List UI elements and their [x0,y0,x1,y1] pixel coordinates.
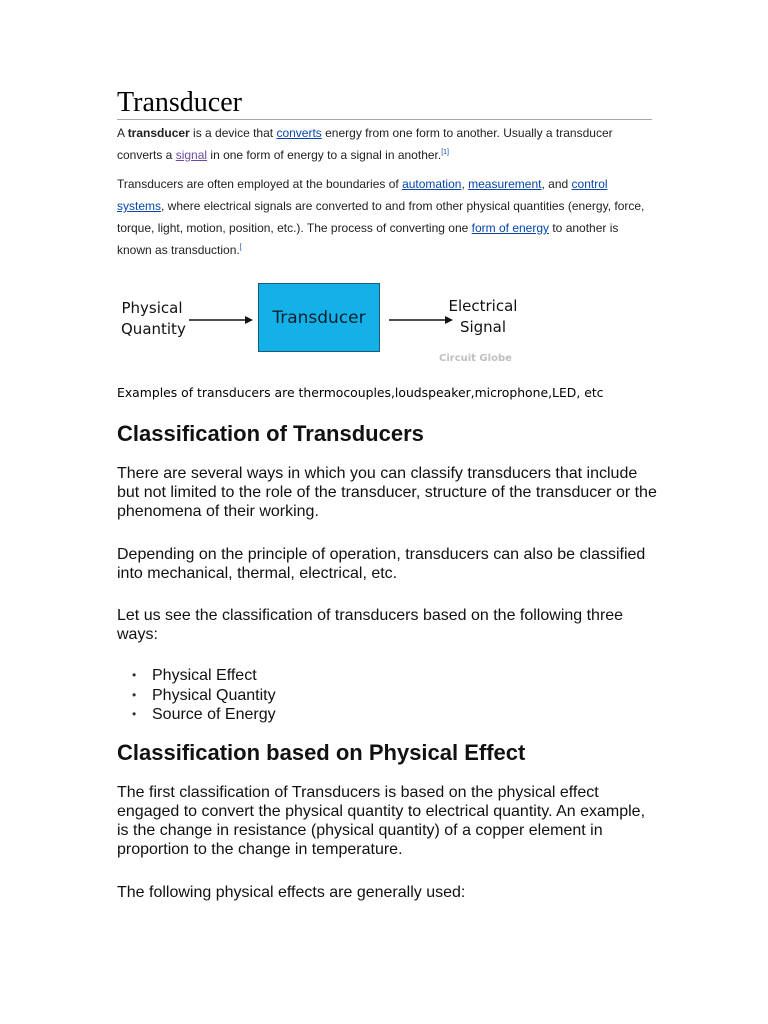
transducer-diagram [117,280,537,375]
page-title: Transducer [117,87,242,118]
physical-effect-paragraph-2: The following physical effects are generally used: [117,884,466,901]
heading-classification: Classification of Transducers [117,421,424,446]
intro-paragraph-2 [117,173,652,261]
classification-paragraph-3: Let us see the classification of transducers based on the following three ways: [117,607,624,643]
list-item: • Physical Quantity [152,686,276,706]
diagram-input-label: Physical Quantity [121,299,186,338]
diagram-credit: Circuit Globe [439,353,512,364]
diagram-output-label: Electrical Signal [448,297,518,336]
text: to another is known as transduction. [117,221,619,257]
bold-term: transducer [127,126,190,140]
examples-text: Examples of transducers are thermocouples,loudspeaker,microphone,LED, etc [117,385,604,400]
reference-link[interactable]: [ [239,244,242,251]
classification-paragraph-2: Depending on the principle of operation, transducers can also be classified into mechanical, thermal, electrical, etc. [117,546,646,582]
physical-effect-paragraph-1: The first classification of Transducers is based on the physical effect engaged to convert the physical quantity to electrical quantity. An example, is the change in resistance (physical quantity) of a copper element in proportion to the change in temperature. [117,784,646,858]
reference-link[interactable]: [1] [441,149,450,156]
link-control-systems[interactable]: control systems [117,177,608,213]
list-item: • Source of Energy [152,705,276,725]
link-measurement[interactable]: measurement [468,177,542,191]
diagram-transducer-box: Transducer [258,283,380,352]
classification-list [129,666,276,725]
text: is a device that [189,126,277,140]
reference-sup [240,244,242,251]
intro-paragraph-1 [117,122,652,166]
link-converts[interactable]: converts [276,126,322,140]
text: in one form of energy to a signal in another. [207,148,442,162]
text: , where electrical signals are converted to and from other physical quantities (energy, force, torque, light, motion, position, etc.). The process of converting one [117,199,645,235]
title-bar [117,86,652,120]
text: , and [541,177,572,191]
list-item: • Physical Effect [152,666,276,686]
text: , [461,177,469,191]
text: A [117,126,128,140]
link-automation[interactable]: automation [402,177,462,191]
classification-paragraph-1: There are several ways in which you can classify transducers that include but not limited to the role of the transducer, structure of the transducer or the phenomena of their working. [117,465,657,520]
text: energy from one form to another. Usually a transducer converts a [117,126,613,162]
heading-physical-effect: Classification based on Physical Effect [117,740,526,765]
reference-sup [441,149,449,156]
link-signal[interactable]: signal [175,148,208,162]
text: Transducers are often employed at the boundaries of [117,177,403,191]
input-arrow-head [245,316,253,324]
link-form-of-energy[interactable]: form of energy [471,221,550,235]
